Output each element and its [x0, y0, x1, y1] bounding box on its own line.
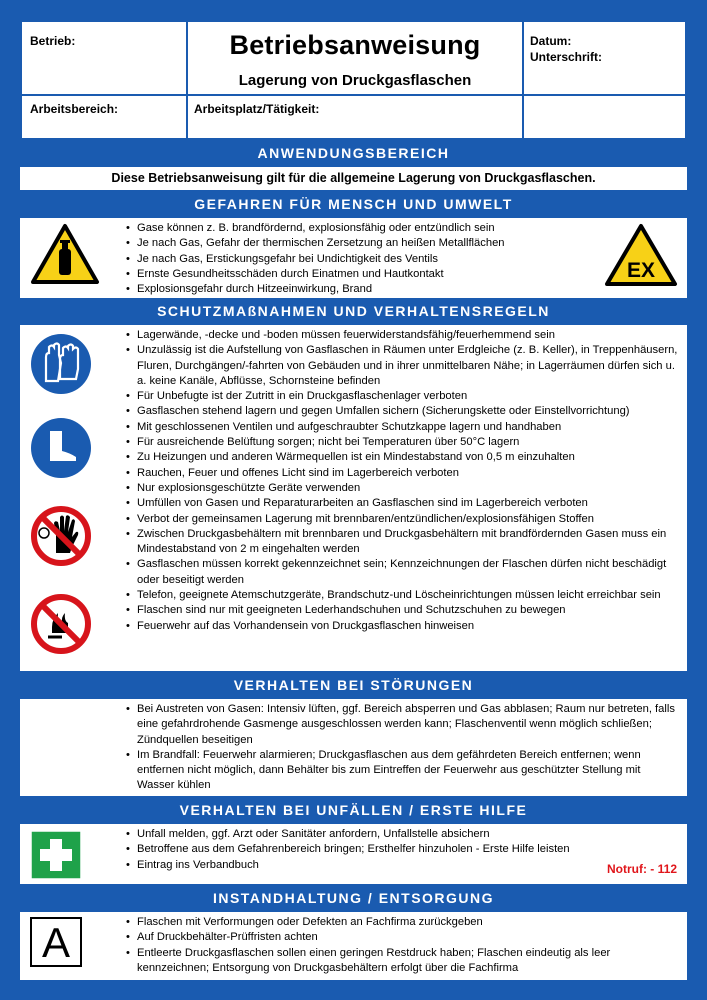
- ex-warning-icon: [604, 223, 678, 287]
- header-table: [20, 20, 687, 140]
- list-item: • Umfüllen von Gasen und Reparaturarbeiten an Gasflaschen sind im Lagerbereich verboten: [124, 496, 681, 511]
- section-title-schutz: SCHUTZMAßNAHMEN UND VERHALTENSREGELN: [157, 303, 550, 319]
- divider: [22, 94, 685, 96]
- list-item: • Für ausreichende Belüftung sorgen; nicht bei Temperaturen über 50°C lagern: [124, 435, 681, 450]
- unterschrift-label: Unterschrift:: [530, 50, 603, 64]
- list-item: • Je nach Gas, Erstickungsgefahr bei Undichtigkeit des Ventils: [124, 252, 681, 267]
- arbeitsplatz-label: Arbeitsplatz/Tätigkeit:: [194, 102, 320, 116]
- list-item: • Verbot der gemeinsamen Lagerung mit brennbaren/entzündlichen/explosionsfähigen Stoffen: [124, 512, 681, 527]
- list-item: • Lagerwände, -decke und -boden müssen feuerwiderstandsfähig/feuerhemmend sein: [124, 328, 681, 343]
- list-item: • Unzulässig ist die Aufstellung von Gasflaschen in Räumen unter Erdgleiche (z. B. Keller), in Treppenhäusern, Fluren, Durchgängen/-fahrten von Gebäuden und in ihrer unmittelbaren Nähe; in Lagerräumen dürfen sich u. a. keine Kanäle, Abflüsse, Schornsteine befinden: [124, 343, 681, 389]
- page-title: Betriebsanweisung: [229, 30, 481, 60]
- safety-boots-mandatory-icon: [30, 417, 92, 479]
- list-item: • Telefon, geeignete Atemschutzgeräte, Brandschutz-und Löscheinrichtungen müssen leicht erreichbar sein: [124, 588, 681, 603]
- section-title-instand: INSTANDHALTUNG / ENTSORGUNG: [212, 890, 495, 906]
- instand-list: [124, 915, 681, 976]
- list-item: • Flaschen sind nur mit geeigneten Lederhandschuhen und Schutzschuhen zu bewegen: [124, 603, 681, 618]
- section-stoerungen: [20, 699, 687, 796]
- gefahren-list: [124, 221, 681, 297]
- gloves-mandatory-icon: [30, 333, 92, 395]
- stoerungen-list: [124, 702, 681, 794]
- list-item: • Betroffene aus dem Gefahrenbereich bringen; Ersthelfer hinzuholen - Erste Hilfe leisten: [124, 842, 597, 857]
- list-item: • Flaschen mit Verformungen oder Defekten an Fachfirma zurückgeben: [124, 915, 681, 930]
- section-gefahren: [20, 218, 687, 298]
- section-title-unfaelle: VERHALTEN BEI UNFÄLLEN / ERSTE HILFE: [179, 802, 528, 818]
- first-aid-icon: [30, 830, 82, 880]
- section-instand: [20, 912, 687, 980]
- list-item: • Auf Druckbehälter-Prüffristen achten: [124, 930, 681, 945]
- ex-label: EX: [626, 259, 656, 282]
- list-item: • Ernste Gesundheitsschäden durch Einatmen und Hautkontakt: [124, 267, 681, 282]
- list-item: • Nur explosionsgeschützte Geräte verwenden: [124, 481, 681, 496]
- page-subtitle: Lagerung von Druckgasflaschen: [238, 72, 472, 89]
- list-item: • Mit geschlossenen Ventilen und aufgeschraubter Schutzkappe lagern und handhaben: [124, 420, 681, 435]
- arbeitsbereich-label: Arbeitsbereich:: [30, 102, 119, 116]
- list-item: • Entleerte Druckgasflaschen sollen einen geringen Restdruck haben; Flaschen eindeutig als leer kennzeichnen; Entsorgung von Druckgasbehältern erfolgt über die Fachfirma: [124, 946, 681, 977]
- a-label-icon: A: [30, 917, 82, 967]
- list-item: • Für Unbefugte ist der Zutritt in ein Druckgasflaschenlager verboten: [124, 389, 681, 404]
- section-title-anwendung: ANWENDUNGSBEREICH: [257, 145, 450, 161]
- section-unfaelle: [20, 824, 687, 884]
- list-item: • Rauchen, Feuer und offenes Licht sind im Lagerbereich verboten: [124, 466, 681, 481]
- section-title-gefahren: GEFAHREN FÜR MENSCH UND UMWELT: [194, 196, 513, 212]
- list-item: • Eintrag ins Verbandbuch: [124, 858, 597, 873]
- list-item: • Gasflaschen stehend lagern und gegen Umfallen sichern (Sicherungskette oder Einstellvorrichtung): [124, 404, 681, 419]
- list-item: • Zwischen Druckgasbehältern mit brennbaren und Druckgasbehältern mit brandfördernden Gasen muss ein Mindestabstand von 2 m eingehalten werden: [124, 527, 681, 558]
- anwendung-text: Diese Betriebsanweisung gilt für die allgemeine Lagerung von Druckgasflaschen.: [111, 171, 596, 185]
- list-item: • Zu Heizungen und anderen Wärmequellen ist ein Mindestabstand von 0,5 m einzuhalten: [124, 450, 681, 465]
- list-item: • Feuerwehr auf das Vorhandensein von Druckgasflaschen hinweisen: [124, 619, 681, 634]
- section-title-stoerungen: VERHALTEN BEI STÖRUNGEN: [233, 677, 474, 693]
- unfaelle-list: [124, 827, 597, 873]
- list-item: • Unfall melden, ggf. Arzt oder Sanitäter anfordern, Unfallstelle absichern: [124, 827, 597, 842]
- divider: [522, 22, 524, 138]
- no-open-flame-icon: [30, 593, 92, 655]
- gas-cylinder-warning-icon: [30, 223, 100, 285]
- no-unauthorized-access-icon: [30, 505, 92, 567]
- list-item: • Gase können z. B. brandfördernd, explosionsfähig oder entzündlich sein: [124, 221, 681, 236]
- schutz-list: [124, 328, 681, 634]
- section-schutz: [20, 325, 687, 671]
- list-item: • Im Brandfall: Feuerwehr alarmieren; Druckgasflaschen aus dem gefährdeten Bereich entfernen; wenn entfernen nicht möglich, dann Behälter bis zum Eintreffen der Feuerwehr aus geschützter Stellung mit Wasser kühlen: [124, 748, 681, 794]
- list-item: • Bei Austreten von Gasen: Intensiv lüften, ggf. Bereich absperren und Gas abblasen; Raum nur betreten, falls eine gefahrdrohende Gasmenge ausgeschlossen werden kann; Flaschenventil wenn möglich schließen; Zündquellen beseitigen: [124, 702, 681, 748]
- list-item: • Gasflaschen müssen korrekt gekennzeichnet sein; Kennzeichnungen der Flaschen dürfen nicht beschädigt oder beseitigt werden: [124, 557, 681, 588]
- list-item: • Je nach Gas, Gefahr der thermischen Zersetzung an heißen Metallflächen: [124, 236, 681, 251]
- list-item: • Explosionsgefahr durch Hitzeeinwirkung, Brand: [124, 282, 681, 297]
- notruf-number: Notruf: - 112: [606, 862, 677, 876]
- section-anwendung: [20, 167, 687, 190]
- betrieb-label: Betrieb:: [30, 34, 76, 48]
- datum-label: Datum:: [530, 34, 572, 48]
